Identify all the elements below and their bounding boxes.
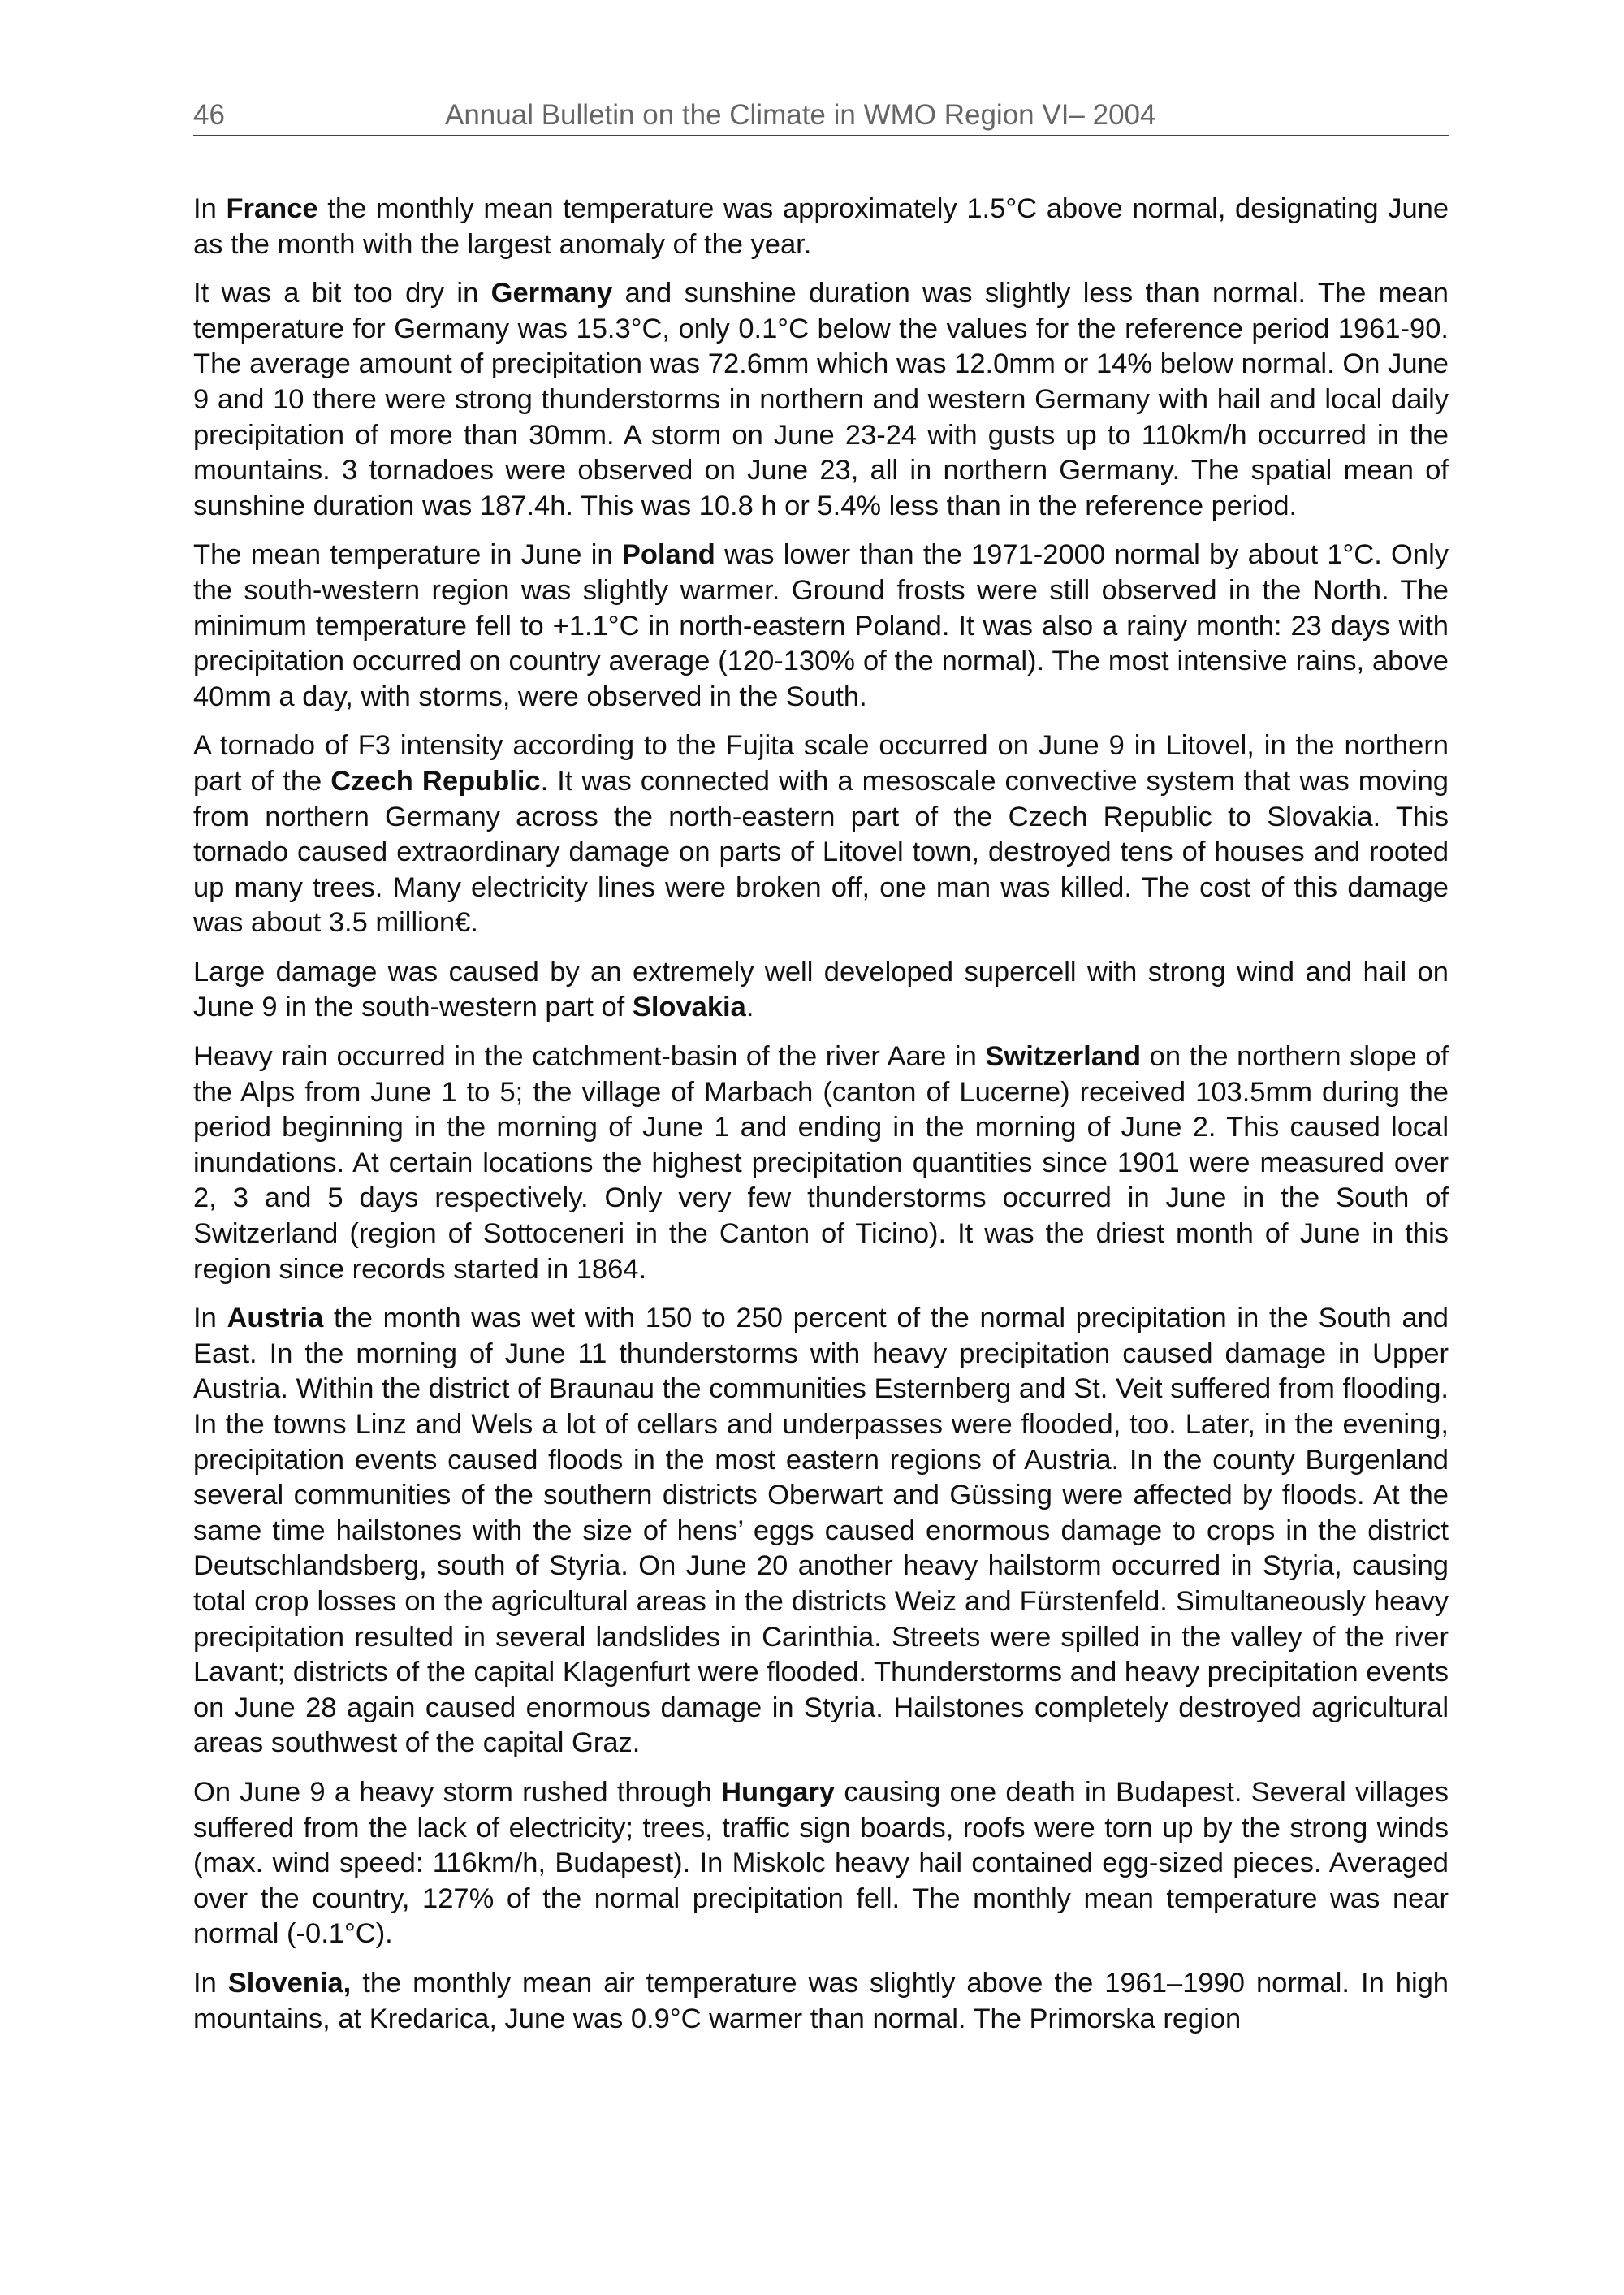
page-body <box>193 192 1449 2051</box>
page-header <box>193 96 1449 136</box>
paragraph-lead: In <box>193 193 227 224</box>
paragraph-switzerland <box>193 1039 1449 1287</box>
country-name: Germany <box>490 278 613 309</box>
paragraph-lead: In <box>193 1303 227 1334</box>
paragraph-lead: In <box>193 1967 228 1999</box>
paragraph-text: was lower than the 1971-2000 normal by about 1°C. Only the south-western region was slightly warmer. Ground frosts were still observed in the North. The minimum temperature fell to +1.1°C in north-eastern Poland. It was also a rainy month: 23 days with precipitation occurred on country average (120-130% of the normal). The most intensive rains, above 40mm a day, with storms, were observed in the South. <box>193 539 1449 712</box>
country-name: Slovenia, <box>227 1967 352 1999</box>
paragraph-france <box>193 192 1449 262</box>
paragraph-austria <box>193 1301 1449 1761</box>
country-name: Czech Republic <box>330 765 541 797</box>
country-name: Poland <box>621 539 715 571</box>
paragraph-slovenia <box>193 1966 1449 2037</box>
paragraph-lead: The mean temperature in June in <box>193 539 622 571</box>
country-name: Switzerland <box>985 1041 1142 1073</box>
country-name: Hungary <box>721 1776 836 1808</box>
paragraph-lead: Large damage was caused by an extremely well developed supercell with strong wind and hail on June 9 in the south-western part of <box>193 956 1449 1023</box>
paragraph-text: and sunshine duration was slightly less than normal. The mean temperature for Germany was 15.3°C, only 0.1°C below the values for the reference period 1961-90. The average amount of precipitation was 72.6mm which was 12.0mm or 14% below normal. On June 9 and 10 there were strong thunderstorms in northern and western Germany with hail and local daily precipitation of more than 30mm. A storm on June 23-24 with gusts up to 110km/h occurred in the mountains. 3 tornadoes were observed on June 23, all in northern Germany. The spatial mean of sunshine duration was 187.4h. This was 10.8 h or 5.4% less than in the reference period. <box>193 278 1449 521</box>
paragraph-germany <box>193 276 1449 524</box>
paragraph-lead: It was a bit too dry in <box>193 278 491 309</box>
paragraph-poland <box>193 538 1449 715</box>
country-name: Austria <box>227 1303 324 1334</box>
running-title: Annual Bulletin on the Climate in WMO Region VI– 2004 <box>445 99 1156 131</box>
paragraph-text: causing one death in Budapest. Several villages suffered from the lack of electricity; trees, traffic sign boards, roofs were torn up by the strong winds (max. wind speed: 116km/h, Budapest). In Miskolc heavy hail contained egg-sized pieces. Averaged over the country, 127% of the normal precipitation fell. The monthly mean temperature was near normal (-0.1°C). <box>193 1776 1449 1950</box>
paragraph-text: . <box>745 992 754 1023</box>
paragraph-czech-republic <box>193 728 1449 941</box>
paragraph-hungary <box>193 1775 1449 1952</box>
paragraph-text: the monthly mean air temperature was slightly above the 1961–1990 normal. In high mountains, at Kredarica, June was 0.9°C warmer than normal. The Primorska region <box>193 1967 1449 2034</box>
paragraph-slovakia <box>193 955 1449 1026</box>
paragraph-text: the month was wet with 150 to 250 percent of the normal precipitation in the South and East. In the morning of June 11 thunderstorms with heavy precipitation caused damage in Upper Austria. Within the district of Braunau the communities Esternberg and St. Veit suffered from flooding. In the towns Linz and Wels a lot of cellars and underpasses were flooded, too. Later, in the evening, precipitation events caused floods in the most eastern regions of Austria. In the county Burgenland several communities of the southern districts Oberwart and Güssing were affected by floods. At the same time hailstones with the size of hens’ eggs caused enormous damage to crops in the district Deutschlandsberg, south of Styria. On June 20 another heavy hailstorm occurred in Styria, causing total crop losses on the agricultural areas in the districts Weiz and Fürstenfeld. Simultaneously heavy precipitation resulted in several landslides in Carinthia. Streets were spilled in the valley of the river Lavant; districts of the capital Klagenfurt were flooded. Thunderstorms and heavy precipitation events on June 28 again caused enormous damage in Styria. Hailstones completely destroyed agricultural areas southwest of the capital Graz. <box>193 1303 1449 1759</box>
paragraph-text: on the northern slope of the Alps from June 1 to 5; the village of Marbach (canton of Lucerne) received 103.5mm during the period beginning in the morning of June 1 and ending in the morning of June 2. This caused local inundations. At certain locations the highest precipitation quantities since 1901 were measured over 2, 3 and 5 days respectively. Only very few thunderstorms occurred in June in the South of Switzerland (region of Sottoceneri in the Canton of Ticino). It was the driest month of June in this region since records started in 1864. <box>193 1041 1449 1285</box>
paragraph-text: . It was connected with a mesoscale convective system that was moving from northern Germany across the north-eastern part of the Czech Republic to Slovakia. This tornado caused extraordinary damage on parts of Litovel town, destroyed tens of houses and rooted up many trees. Many electricity lines were broken off, one man was killed. The cost of this damage was about 3.5 million€. <box>193 765 1449 939</box>
page-number: 46 <box>193 99 225 131</box>
paragraph-lead: A tornado of F3 intensity according to the Fujita scale occurred on June 9 in Litovel, in the northern part of the <box>193 730 1449 797</box>
paragraph-text: the monthly mean temperature was approximately 1.5°C above normal, designating June as the month with the largest anomaly of the year. <box>193 193 1449 260</box>
paragraph-lead: Heavy rain occurred in the catchment-basin of the river Aare in <box>193 1041 986 1073</box>
paragraph-lead: On June 9 a heavy storm rushed through <box>193 1776 722 1808</box>
country-name: Slovakia <box>632 992 746 1023</box>
country-name: France <box>226 193 318 224</box>
